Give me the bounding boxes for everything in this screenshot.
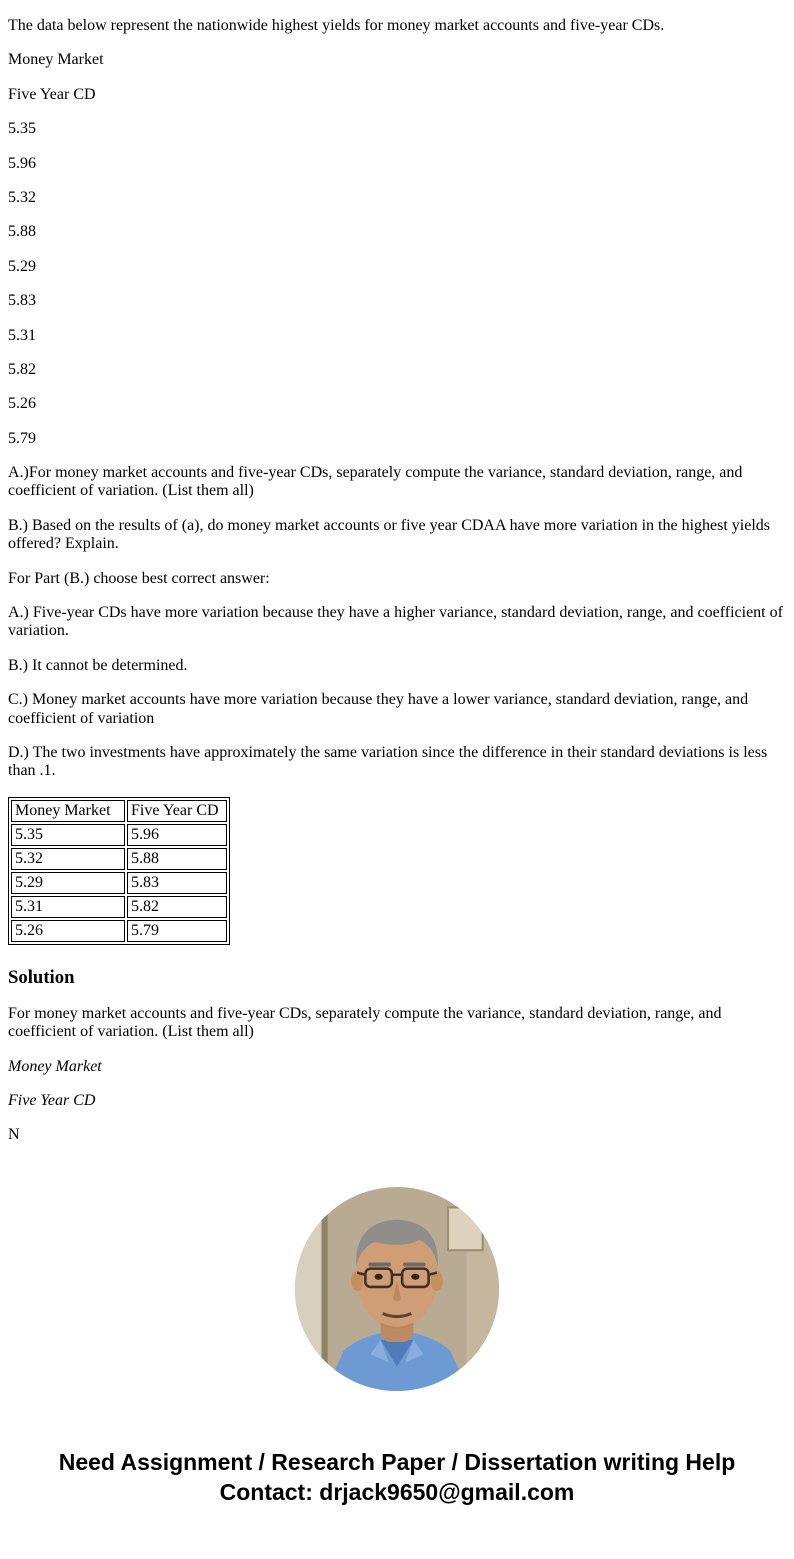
yield-value-6: 5.83 [8,292,36,310]
footer-help-line: Need Assignment / Research Paper / Dissertation writing Help [58,1448,736,1475]
label-five-year-cd: Five Year CD [8,85,96,103]
yield-value-1: 5.35 [8,120,36,138]
yield-value-5: 5.29 [8,257,36,275]
question-a: A.)For money market accounts and five-year CDs, separately compute the variance, standard deviation, range, and coefficient of variation. (List them all) [8,464,743,500]
table-row [11,872,227,894]
yield-value-8: 5.82 [8,360,36,378]
choice-b: B.) It cannot be determined. [8,656,188,674]
table-cell: 5.79 [127,920,227,942]
table-header-money-market: Money Market [11,800,125,822]
yield-value-4: 5.88 [8,223,36,241]
table-header-row [11,800,227,822]
footer-help-block [27,1447,767,1507]
yield-value-10: 5.79 [8,429,36,447]
table-header-five-year-cd: Five Year CD [127,800,227,822]
table-row [11,824,227,846]
table-cell: 5.83 [127,872,227,894]
table-cell: 5.26 [11,920,125,942]
choice-c: C.) Money market accounts have more variation because they have a lower variance, standard deviation, range, and coefficient of variation [8,691,749,727]
table-cell: 5.35 [11,824,125,846]
choose-answer-prompt: For Part (B.) choose best correct answer: [8,569,270,587]
solution-heading: Solution [8,966,75,988]
yields-table [8,797,230,945]
table-cell: 5.82 [127,896,227,918]
person-photo-illustration [295,1187,499,1391]
table-row [11,896,227,918]
table-cell: 5.29 [11,872,125,894]
solution-label-five-year-cd: Five Year CD [8,1091,96,1109]
solution-text: For money market accounts and five-year CDs, separately compute the variance, standard deviation, range, and coefficient of variation. (List them all) [8,1004,722,1041]
yield-value-3: 5.32 [8,188,36,206]
person-photo [295,1187,499,1391]
intro-text: The data below represent the nationwide highest yields for money market accounts and five-year CDs. [8,17,665,34]
table-row [11,920,227,942]
table-cell: 5.32 [11,848,125,870]
yield-value-7: 5.31 [8,326,36,344]
question-b: B.) Based on the results of (a), do money market accounts or five year CDAA have more variation in the highest yields offered? Explain. [8,516,771,553]
choice-d: D.) The two investments have approximately the same variation since the difference in their standard deviations is less than .1. [8,743,768,780]
table-row [11,848,227,870]
table-cell: 5.96 [127,824,227,846]
choice-a: A.) Five-year CDs have more variation because they have a higher variance, standard deviation, range, and coefficient of variation. [8,604,783,640]
yield-value-2: 5.96 [8,154,36,172]
table-cell: 5.88 [127,848,227,870]
table-cell: 5.31 [11,896,125,918]
n-label: N [8,1126,20,1144]
footer-contact-line: Contact: drjack9650@gmail.com [219,1478,575,1505]
label-money-market: Money Market [8,51,104,69]
yield-value-9: 5.26 [8,395,36,413]
solution-label-money-market: Money Market [8,1057,102,1075]
